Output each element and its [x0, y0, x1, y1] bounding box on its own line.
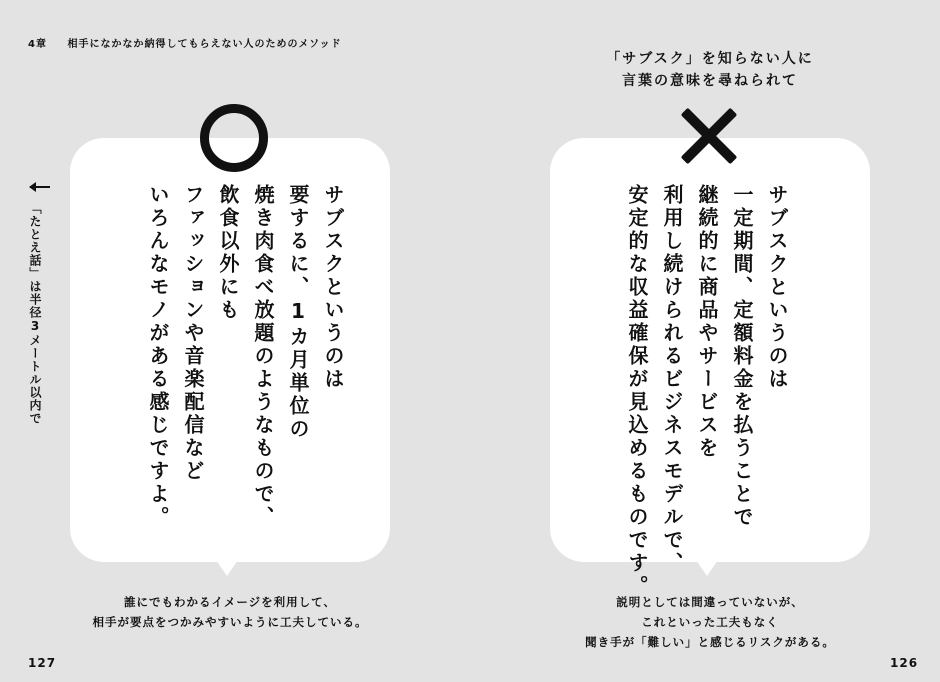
- bubble-line: 利用し続けられるビジネスモデルで、: [660, 184, 684, 575]
- bubble-line: 飲食以外にも: [216, 184, 240, 322]
- question-line: 「サブスク」を知らない人に: [606, 51, 814, 67]
- caption-line: 聞き手が「難しい」と感じるリスクがある。: [585, 635, 835, 649]
- bubble-line: サブスクというのは: [765, 184, 789, 391]
- page-number-left: 127: [28, 656, 57, 670]
- bubble-line: 安定的な収益確保が見込めるものです。: [625, 184, 649, 598]
- bubble-tail: [216, 560, 238, 576]
- page-number-right: 126: [890, 656, 919, 670]
- caption-line: 相手が要点をつかみやすいように工夫している。: [92, 615, 368, 629]
- scenario-question: [560, 48, 860, 92]
- bad-example-bubble: [550, 138, 870, 598]
- bubble-line: 焼き肉食べ放題のようなもので、: [251, 184, 275, 529]
- chapter-label: 4章: [28, 39, 47, 50]
- bubble-line: いろんなモノがある感じですよ。: [146, 184, 170, 529]
- side-note: [22, 180, 48, 440]
- good-example-caption: [60, 592, 400, 632]
- bubble-tail: [696, 560, 718, 576]
- bubble-line: 一定期間、定額料金を払うことで: [730, 184, 754, 529]
- left-arrow-icon: [30, 186, 50, 188]
- good-example-text: [140, 184, 350, 529]
- bubble-line: サブスクというのは: [321, 184, 345, 391]
- running-header: [28, 35, 342, 50]
- bad-example-text: [619, 184, 794, 598]
- bubble-line: 要するに、1カ月単位の: [286, 184, 310, 441]
- cross-mark-icon: [680, 107, 738, 165]
- bad-example-caption: [540, 592, 880, 652]
- caption-line: 説明としては間違っていないが、: [616, 595, 804, 609]
- question-line: 言葉の意味を尋ねられて: [622, 73, 798, 89]
- circle-mark-icon: [200, 104, 268, 172]
- side-note-text: 「たとえ話」は半径3メートル以内で: [28, 202, 42, 425]
- bubble-line: 継続的に商品やサービスを: [695, 184, 719, 460]
- caption-line: これといった工夫もなく: [641, 615, 779, 629]
- caption-line: 誰にでもわかるイメージを利用して、: [124, 595, 336, 609]
- bubble-line: ファッションや音楽配信など: [181, 184, 205, 483]
- chapter-title: 相手になかなか納得してもらえない人のためのメソッド: [67, 39, 342, 50]
- good-example-bubble: [70, 138, 390, 562]
